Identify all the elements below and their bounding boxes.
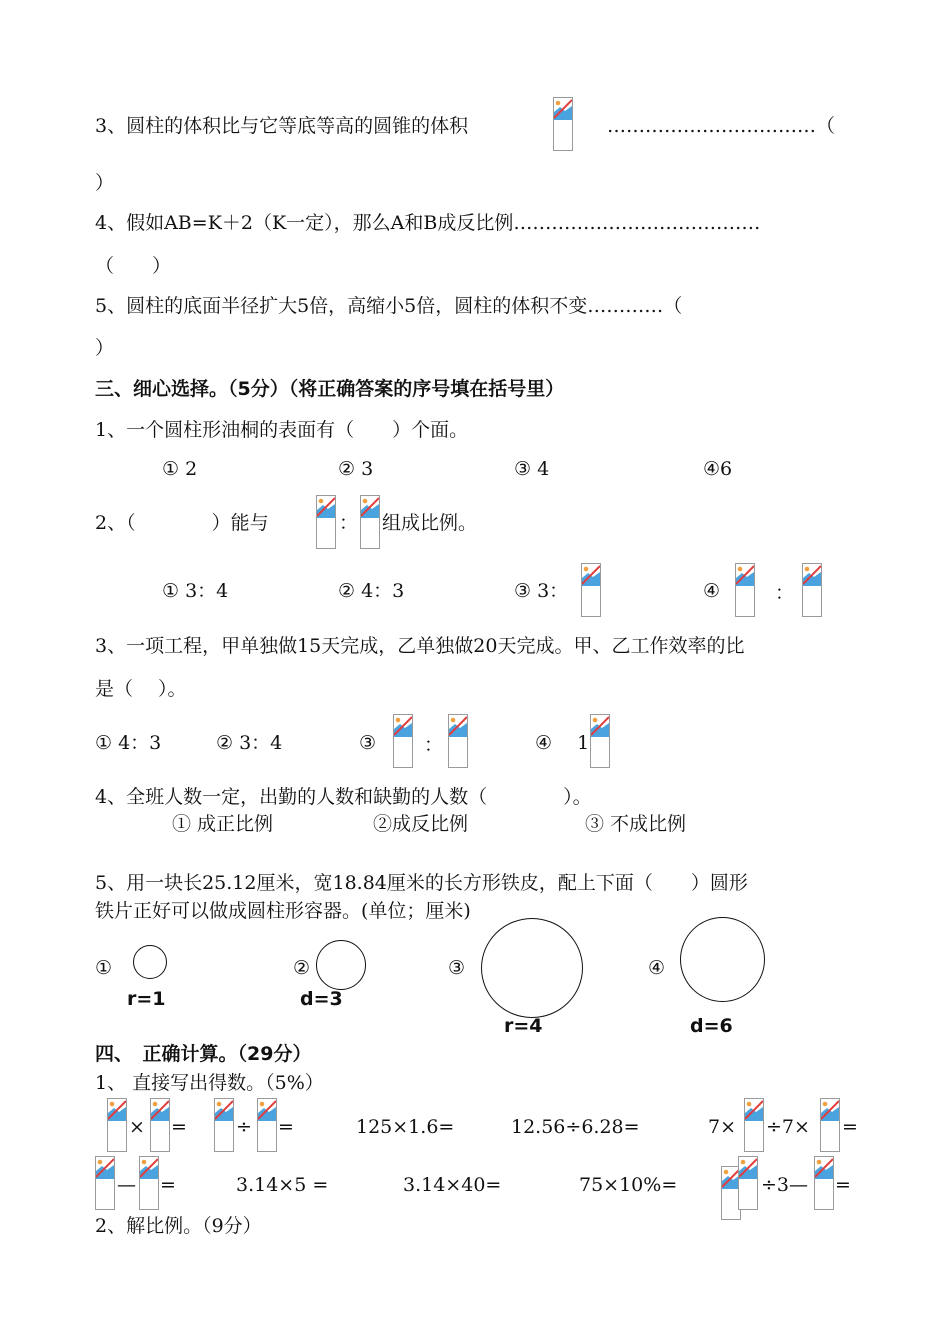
image-placeholder-icon <box>744 1098 764 1152</box>
s3-q2-opt2: ② 4：3 <box>338 580 405 602</box>
s4-q1-text: 1、 直接写出得数。（5%） <box>95 1072 324 1094</box>
image-placeholder-icon <box>150 1098 170 1152</box>
s3-q5-label2: d=3 <box>300 988 343 1010</box>
image-placeholder-icon <box>802 563 822 617</box>
image-placeholder-icon <box>553 97 573 151</box>
image-placeholder-icon <box>735 563 755 617</box>
s4-r2-expr3: 75×10%= <box>579 1174 678 1196</box>
s3-q5-opt1: ① <box>95 957 113 979</box>
s4-r2-expr1: 3.14×5 = <box>236 1174 329 1196</box>
circle-shape <box>481 918 583 1018</box>
s3-q4-opt2: ②成反比例 <box>373 813 469 835</box>
s4-r1-div-seven-times: ÷7× <box>766 1116 810 1138</box>
judge-q5-paren: ） <box>95 337 115 359</box>
s3-q3-text: 3、一项工程，甲单独做15天完成，乙单独做20天完成。甲、乙工作效率的比 <box>95 635 745 657</box>
s3-q2-colon: ： <box>339 512 359 534</box>
s3-q3-opt1: ① 4：3 <box>95 732 162 754</box>
s3-q2-opt1: ① 3：4 <box>162 580 229 602</box>
judge-q3-paren: ） <box>95 172 115 194</box>
s3-q5-opt3: ③ <box>448 957 466 979</box>
s3-q5-opt4: ④ <box>648 957 666 979</box>
s3-q4-opt3: ③ 不成比例 <box>585 813 687 835</box>
s3-q3-opt2: ② 3：4 <box>216 732 283 754</box>
s3-q2-opt4-colon: ： <box>775 582 795 604</box>
image-placeholder-icon <box>214 1098 234 1152</box>
s3-q3-text2: 是（ ）。 <box>95 678 187 700</box>
image-placeholder-icon <box>257 1098 277 1152</box>
s4-r1-eq2: = <box>278 1116 294 1138</box>
image-placeholder-icon <box>393 714 413 768</box>
s4-r1-div: ÷ <box>236 1116 252 1138</box>
s3-q1-opt4: ④6 <box>703 458 733 480</box>
s4-r1-expr2: 12.56÷6.28= <box>511 1116 640 1138</box>
image-placeholder-icon <box>590 714 610 768</box>
circle-shape <box>680 917 765 1002</box>
s3-q5-text2: 铁片正好可以做成圆柱形容器。(单位；厘米) <box>95 900 471 922</box>
s3-q5-text: 5、用一块长25.12厘米，宽18.84厘米的长方形铁皮，配上下面（ ）圆形 <box>95 872 748 894</box>
s3-q1-opt3: ③ 4 <box>514 458 550 480</box>
s4-r2-expr2: 3.14×40= <box>403 1174 502 1196</box>
s3-q2-opt4: ④ <box>703 580 721 602</box>
s3-q4-text: 4、全班人数一定，出勤的人数和缺勤的人数（ ）。 <box>95 786 592 808</box>
section3-title: 三、细心选择。（5分）（将正确答案的序号填在括号里） <box>95 378 565 400</box>
s4-r1-times: × <box>129 1116 145 1138</box>
s3-q5-label1: r=1 <box>127 988 166 1010</box>
s3-q1-opt2: ② 3 <box>338 458 374 480</box>
s4-r1-eq1: = <box>171 1116 187 1138</box>
s3-q5-label3: r=4 <box>504 1015 543 1037</box>
s3-q4-opt1: ① 成正比例 <box>172 813 274 835</box>
judge-q4-text: 4、假如AB=K＋2（K一定），那么A和B成反比例………………………………… <box>95 212 761 234</box>
image-placeholder-icon <box>814 1156 834 1210</box>
image-placeholder-icon <box>448 714 468 768</box>
judge-q5-text: 5、圆柱的底面半径扩大5倍，高缩小5倍，圆柱的体积不变…………（ <box>95 295 683 317</box>
s3-q5-label4: d=6 <box>690 1015 733 1037</box>
judge-q4-paren: （ ） <box>95 255 172 277</box>
s4-r2-eq1: = <box>160 1174 176 1196</box>
image-placeholder-icon <box>139 1156 159 1210</box>
s3-q1-text: 1、一个圆柱形油桐的表面有（ ）个面。 <box>95 419 469 441</box>
image-placeholder-icon <box>738 1156 758 1210</box>
image-placeholder-icon <box>820 1098 840 1152</box>
s3-q2-text2: 组成比例。 <box>382 512 478 534</box>
circle-shape <box>133 945 167 979</box>
section4-title: 四、 正确计算。（29分） <box>95 1043 312 1065</box>
s4-r1-seven-times: 7× <box>708 1116 737 1138</box>
image-placeholder-icon <box>360 495 380 549</box>
s3-q3-opt4: ④ 1 <box>535 732 590 754</box>
s4-r2-div-three-minus: ÷3— <box>761 1174 809 1196</box>
judge-q3-text: 3、圆柱的体积比与它等底等高的圆锥的体积 <box>95 115 469 137</box>
s3-q3-opt3-colon: ： <box>424 734 444 756</box>
s4-r1-expr1: 125×1.6= <box>356 1116 455 1138</box>
s3-q2-text: 2、（ ）能与 <box>95 512 269 534</box>
s3-q3-opt3: ③ <box>359 732 377 754</box>
s3-q5-opt2: ② <box>293 957 311 979</box>
image-placeholder-icon <box>316 495 336 549</box>
image-placeholder-icon <box>581 563 601 617</box>
circle-shape <box>316 940 366 990</box>
image-placeholder-icon <box>95 1156 115 1210</box>
judge-q3-dots: ……………………………（ <box>607 115 836 137</box>
s4-q2-text: 2、解比例。（9分） <box>95 1215 262 1237</box>
s3-q2-opt3: ③ 3： <box>514 580 569 602</box>
s4-r2-minus: — <box>117 1174 136 1196</box>
s3-q1-opt1: ① 2 <box>162 458 198 480</box>
s4-r2-eq2: = <box>835 1174 851 1196</box>
s4-r1-eq3: = <box>842 1116 858 1138</box>
image-placeholder-icon <box>107 1098 127 1152</box>
